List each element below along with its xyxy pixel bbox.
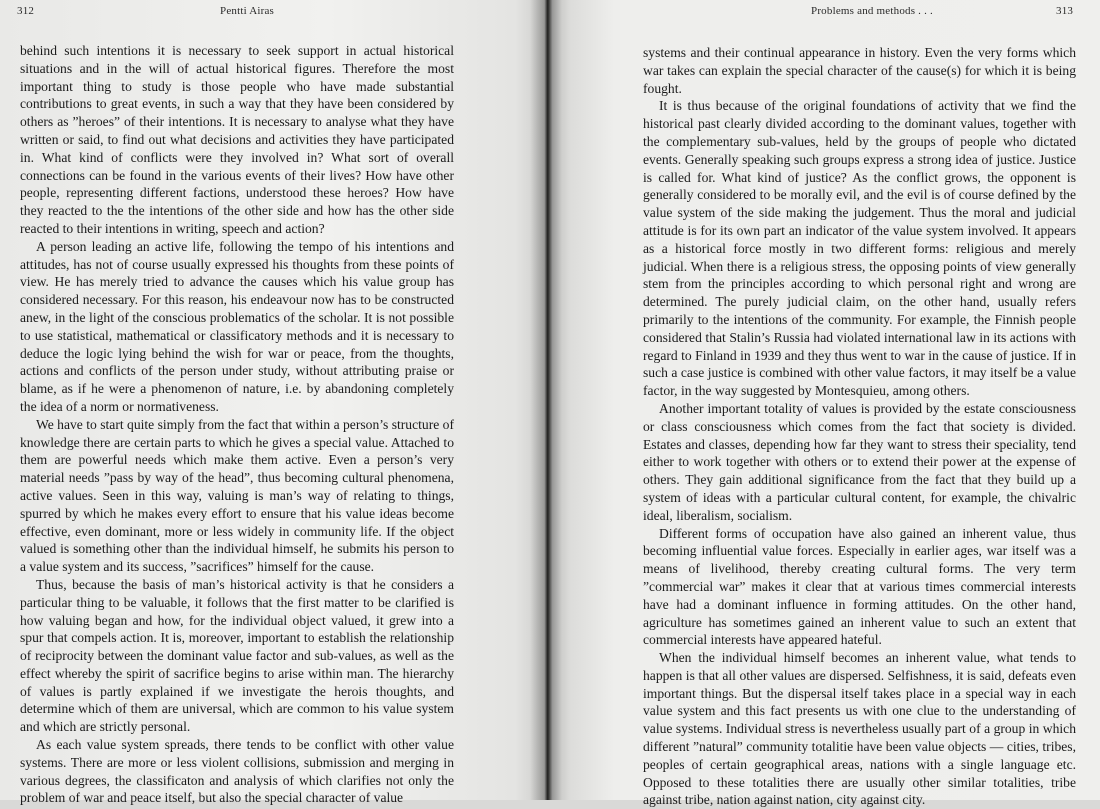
paragraph: When the individual himself becomes an inherent value, what tends to happen is that all other values are dispersed. Selfishness, it is said, defeats even important things. But the dispersal itself takes place in a special way in each value system and this fact presents us with one clue to the understanding of value systems. Individual stress is nevertheless usually part of a group in which different ”natural” community totalitie have been value objects — cities, tribes, peoples of certain geographical areas, nations with a single language etc. Opposed to these totalities there are usually other similar totalities, tribe against tribe, nation against nation, city against city. xyxy=(643,650,1076,808)
left-page xyxy=(0,0,548,806)
left-body-text xyxy=(20,42,454,807)
paragraph: We have to start quite simply from the fact that within a person’s structure of knowledge there are certain parts to which he gives a special value. Attached to them are powerful needs which make them active. Even a person’s very material needs ”pass by way of the head”, thus becoming cultural phenomena, active values. Seen in this way, valuing is man’s way of relating to things, spurred by which he makes every effort to ensure that his value ideas become effective, even dominant, more or less widely in community life. If the object valued is something other than the individual himself, he submits his person to a value system and its success, ”sacrifices” himself for the cause. xyxy=(20,416,454,575)
paragraph: Thus, because the basis of man’s historical activity is that he considers a particular thing to be valuable, it follows that the first matter to be clarified is how valuing began and how, for the individual object valued, it grew into a spur that compels action. It is, moreover, important to establish the relationship of reciprocity between the dominant value factor and sub-values, as well as the effect whereby the spirit of sacrifice begins to arise within man. The hierarchy of values is partly explained if we investigate the herois thoughts, and determine which of them are universal, which are common to his value system and which are strictly personal. xyxy=(20,576,454,735)
paragraph: It is thus because of the original foundations of activity that we find the historical past clearly divided according to the dominant values, together with the complementary sub-values, held by the groups of people who dictated events. Generally speaking such groups express a strong idea of justice. Justice is called for. What kind of justice? As the conflict grows, the opponent is generally considered to be morally evil, and the evil is of course defined by the value system of the side making the judgement. Thus the moral and judicial attitude is for its own part an indicator of the value system involved. It appears as a historical force mostly in two different forms: religious and merely judicial. When there is a religious stress, the opposing points of view generally stem from the principles according to which personal right and wrong are determined. The purely judicial claim, on the other hand, usually refers primarily to the intentions of the community. For example, the Finnish people considered that Stalin’s Russia had violated international law in its actions with regard to Finland in 1939 and they thus went to war in the cause of justice. If in such a case justice is combined with other value factors, it may itself be a value factor, in the way suggested by Montesquieu, among others. xyxy=(643,98,1076,399)
paragraph: Another important totality of values is provided by the estate consciousness or class consciousness which comes from the fact that society is divided. Estates and classes, depending how far they want to stress their speciality, tend either to work together with others or to extend their power at the expense of others. They gain additional significance from the fact that they build up a system of ideas with a particular cultural content, for example, the chivalric ideal, liberalism, socialism. xyxy=(643,400,1076,523)
paragraph: systems and their continual appearance in history. Even the very forms which war takes can explain the special character of the cause(s) for which it is being fought. xyxy=(643,45,1076,96)
paragraph: Different forms of occupation have also gained an inherent value, thus becoming influential value forces. Especially in earlier ages, war itself was a means of livelihood, thereby creating cultural forms. The very term ”commercial war” makes it clear that at various times commercial interests have had a dominant influence in forming attitudes. On the other hand, agriculture has sometimes gained an inherent value to such an extent that commercial interests have appeared hateful. xyxy=(643,525,1076,648)
right-page xyxy=(548,0,1100,808)
right-body-text xyxy=(643,44,1076,809)
paragraph: behind such intentions it is necessary to seek support in actual historical situations and in the will of actual historical figures. Therefore the most important thing to study is those people who have made substantial contributions to great events, in such a way that they have been considered by others as ”heroes” of their intentions. It is necessary to analyse what they have written or said, to find out what decisions and activities they have participated in. What kind of conflicts were they involved in? What sort of overall connections can be found in the various events of their lives? How have other people, representing different factions, understood these heroes? How have they reacted to the the intentions of the other side and how has the other side reacted to their intentions in writing, speech and action? xyxy=(20,43,454,236)
left-page-number: 312 xyxy=(17,5,35,17)
paragraph: A person leading an active life, following the tempo of his intentions and attitudes, has not of course usually expressed his thoughts from these points of view. He has merely tried to advance the causes which his value group has considered necessary. For this reason, his endeavour now has to be constructed anew, in the light of the conscious problematics of the scholar. It is not possible to use statistical, mathematical or classificatory methods and it is necessary to deduce the logic lying behind the wish for war or peace, from the thoughts, actions and conflicts of the person under study, without attributing praise or blame, as if he were a phenomenon of nature, i.e. by abandoning completely the idea of a norm or normativeness. xyxy=(20,238,454,414)
right-running-head: Problems and methods . . . xyxy=(811,5,933,17)
paragraph: As each value system spreads, there tends to be conflict with other value systems. There are more or less violent collisions, submission and merging in various degrees, the classificaton and analysis of which clarifies not only the problem of war and peace itself, but also the special character of value xyxy=(20,737,454,806)
left-running-head: Pentti Airas xyxy=(220,5,275,17)
right-page-number: 313 xyxy=(1056,5,1074,17)
